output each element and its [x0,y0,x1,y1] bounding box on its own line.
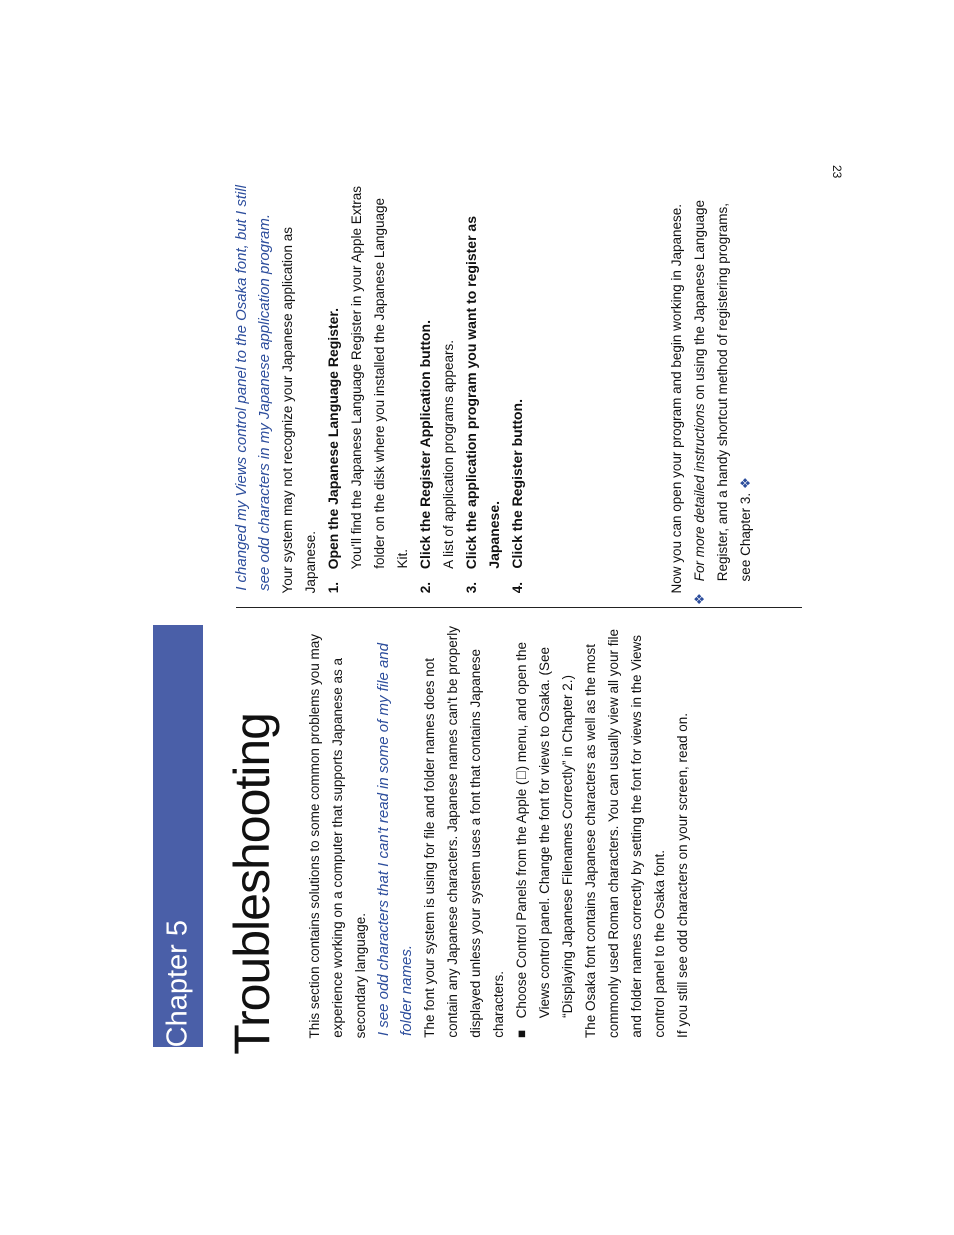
step-3 [460,180,506,593]
osaka-paragraph: The Osaka font contains Japanese characters as well as the most commonly used Roman characters. You can usually view all your file and folder names correctly by setting the font for views in the Views control panel to the Osaka font. [583,629,667,1038]
recognize-paragraph: Your system may not recognize your Japanese application as Japanese. [280,226,318,593]
step-body: A list of application programs appears. [441,340,456,569]
step-body: You'll find the Japanese Language Register in your Apple Extras folder on the disk where you installed the Japanese Language Kit. [349,185,410,569]
right-column [230,180,670,605]
font-explanation: The font your system is using for file and folder names does not contain any Japanese characters. Japanese names can't be properly displayed unless your system uses a font that contains Japanese characters. [422,626,506,1038]
step-4 [506,180,529,593]
step-text: Click the Register Application button. [417,319,433,569]
step-number: 3. [464,581,479,593]
bullet-item [510,618,579,1038]
page-title: Troubleshooting [224,713,280,1055]
step-number: 4. [510,581,525,593]
question-odd-characters: I see odd characters that I can't read in some of my file and folder names. [375,642,415,1036]
diamond-icon: ❖ [692,592,707,605]
right-column-continued [665,180,753,605]
step-number: 1. [326,581,341,593]
bullet-text: Choose Control Panels from the Apple ( ) menu, and open the Views control panel. Change the font for views to Osaka. (See “Displaying Japanese Filenames Correctly” in Chapter 2.) [514,646,575,1018]
tip-lead: For more detailed instructions [692,403,707,581]
step-2 [414,180,437,593]
bullet-square-icon: ■ [514,1029,529,1038]
tip-text: on using the Japanese Language Register, and a handy shortcut method of registering programs, see Chapter 3. [692,199,753,581]
step-number: 2. [418,581,433,593]
column-divider [236,607,802,608]
read-on-paragraph: If you still see odd characters on your screen, read on. [675,713,690,1038]
step-text: Open the Japanese Language Register. [325,307,341,569]
page-number: 23 [830,165,844,179]
working-paragraph: Now you can open your program and begin working in Japanese. [669,203,684,593]
diamond-end-icon: ❖ [738,476,753,489]
chapter-label: Chapter 5 [161,919,194,1047]
tip-note [688,180,757,605]
step-1 [322,180,345,593]
question-still-odd: I changed my Views control panel to the Osaka font, but I still see odd characters in my Japanese application program. [233,185,273,591]
left-column [303,618,773,1050]
intro-paragraph: This section contains solutions to some common problems you may experience working on a computer that supports Japanese as a secondary language. [307,633,368,1038]
step-text: Click the Register button. [509,399,525,569]
step-text: Click the application program you want to register as Japanese. [463,215,502,569]
